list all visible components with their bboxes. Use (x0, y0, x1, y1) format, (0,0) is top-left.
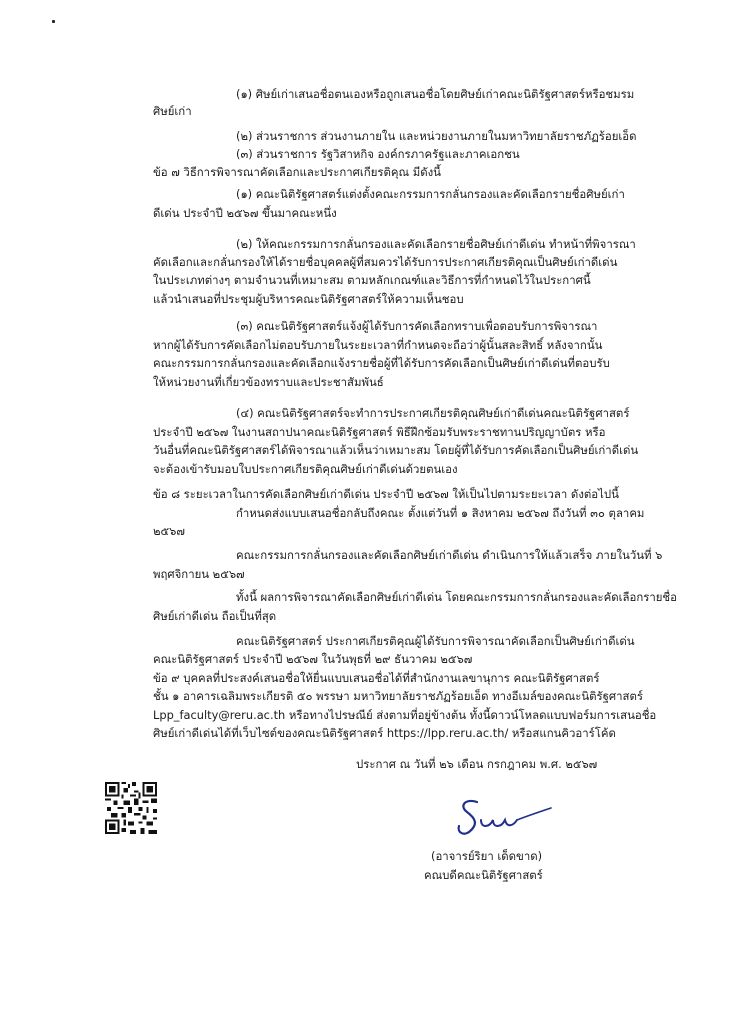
signer-title: คณบดีคณะนิติรัฐศาสตร์ (424, 868, 543, 882)
line-02: ศิษย์เก่า (153, 104, 192, 118)
line-10: ในประเภทต่างๆ ตามจำนวนที่เหมาะสม ตามหลักเกณฑ์และวิธีการที่กำหนดไว้ในประกาศนี้ (153, 273, 591, 287)
line-12: (๓) คณะนิติรัฐศาสตร์แจ้งผู้ได้รับการคัดเลือกทราบเพื่อตอบรับการพิจารณา (236, 319, 598, 333)
line-25: ทั้งนี้ ผลการพิจารณาคัดเลือกศิษย์เก่าดีเด่น โดยคณะกรรมการกลั่นกรองและคัดเลือกรายชื่อ (236, 590, 677, 604)
signature-mark (455, 792, 555, 844)
line-19: จะต้องเข้ารับมอบใบประกาศเกียรติคุณศิษย์เก่าดีเด่นด้วยตนเอง (153, 462, 458, 476)
line-23: คณะกรรมการกลั่นกรองและคัดเลือกศิษย์เก่าดีเด่น ดำเนินการให้แล้วเสร็จ ภายในวันที่ ๖ (236, 548, 663, 562)
line-24: พฤศจิกายน ๒๕๖๗ (153, 567, 245, 581)
line-08: (๒) ให้คณะกรรมการกลั่นกรองและคัดเลือกรายชื่อศิษย์เก่าดีเด่น ทำหน้าที่พิจารณา (236, 237, 636, 251)
line-31: Lpp_faculty@reru.ac.th หรือทางไปรษณีย์ ส่งตามที่อยู่ข้างต้น ทั้งนี้ดาวน์โหลดแบบฟอร์มการเสนอชื่อ (153, 708, 657, 722)
line-07: ดีเด่น ประจำปี ๒๕๖๗ ขึ้นมาคณะหนึ่ง (153, 206, 337, 220)
line-15: ให้หน่วยงานที่เกี่ยวข้องทราบและประชาสัมพันธ์ (153, 375, 384, 389)
line-11: แล้วนำเสนอที่ประชุมผู้บริหารคณะนิติรัฐศาสตร์ให้ความเห็นชอบ (153, 292, 464, 306)
line-14: คณะกรรมการกลั่นกรองและคัดเลือกแจ้งรายชื่อผู้ที่ได้รับการคัดเลือกเป็นศิษย์เก่าดีเด่นที่ตอบรับ (153, 356, 610, 370)
line-18: วันอื่นที่คณะนิติรัฐศาสตร์ได้พิจารณาแล้วเห็นว่าเหมาะสม โดยผู้ที่ได้รับการคัดเลือกเป็นศิษย์เก่าดีเด่น (153, 443, 639, 457)
line-05: ข้อ ๗ วิธีการพิจารณาคัดเลือกและประกาศเกียรติคุณ มีดังนี้ (153, 165, 441, 179)
line-20: ข้อ ๘ ระยะเวลาในการคัดเลือกศิษย์เก่าดีเด่น ประจำปี ๒๕๖๗ ให้เป็นไปตามระยะเวลา ดังต่อไปนี้ (153, 487, 619, 501)
line-28: คณะนิติรัฐศาสตร์ ประจำปี ๒๕๖๗ ในวันพุธที่ ๒๙ ธันวาคม ๒๕๖๗ (153, 652, 473, 666)
line-21: กำหนดส่งแบบเสนอชื่อกลับถึงคณะ ตั้งแต่วันที่ ๑ สิงหาคม ๒๕๖๗ ถึงวันที่ ๓๐ ตุลาคม (236, 506, 645, 520)
announce-date: ประกาศ ณ วันที่ ๒๖ เดือน กรกฎาคม พ.ศ. ๒๕๖๗ (356, 757, 598, 771)
line-13: หากผู้ได้รับการคัดเลือกไม่ตอบรับภายในระยะเวลาที่กำหนดจะถือว่าผู้นั้นสละสิทธิ์ หลังจากนั้น (153, 338, 603, 352)
line-01: (๑) ศิษย์เก่าเสนอชื่อตนเองหรือถูกเสนอชื่อโดยศิษย์เก่าคณะนิติรัฐศาสตร์หรือชมรม (236, 87, 635, 101)
line-04: (๓) ส่วนราชการ รัฐวิสาหกิจ องค์กรภาครัฐและภาคเอกชน (236, 147, 520, 161)
line-26: ศิษย์เก่าดีเด่น ถือเป็นที่สุด (153, 609, 277, 623)
signer-name: (อาจารย์ริยา เด็ดขาด) (431, 849, 543, 863)
line-22: ๒๕๖๗ (153, 524, 185, 538)
line-17: ประจำปี ๒๕๖๗ ในงานสถาปนาคณะนิติรัฐศาสตร์ พิธีฝึกซ้อมรับพระราชทานปริญญาบัตร หรือ (153, 425, 606, 439)
line-09: คัดเลือกและกลั่นกรองให้ได้รายชื่อบุคคลผู้ที่สมควรได้รับการประกาศเกียรติคุณเป็นศิษย์เก่าดีเด่น (153, 255, 618, 269)
line-30: ชั้น ๑ อาคารเฉลิมพระเกียรติ ๕๐ พรรษา มหาวิทยาลัยราชภัฏร้อยเอ็ด ทางอีเมล์ของคณะนิติรัฐศาสตร์ (153, 689, 644, 703)
scan-speck (52, 20, 55, 23)
line-29: ข้อ ๙ บุคคลที่ประสงค์เสนอชื่อให้ยื่นแบบเสนอชื่อได้ที่สำนักงานเลขานุการ คณะนิติรัฐศาสตร์ (153, 671, 600, 685)
qr-code-icon[interactable] (105, 782, 157, 834)
line-03: (๒) ส่วนราชการ ส่วนงานภายใน และหน่วยงานภายในมหาวิทยาลัยราชภัฏร้อยเอ็ด (236, 129, 637, 143)
line-06: (๑) คณะนิติรัฐศาสตร์แต่งตั้งคณะกรรมการกลั่นกรองและคัดเลือกรายชื่อศิษย์เก่า (236, 187, 625, 201)
line-27: คณะนิติรัฐศาสตร์ ประกาศเกียรติคุณผู้ได้รับการพิจารณาคัดเลือกเป็นศิษย์เก่าดีเด่น (236, 634, 635, 648)
line-32: ศิษย์เก่าดีเด่นได้ที่เว็บไซต์ของคณะนิติรัฐศาสตร์ https://lpp.reru.ac.th/ หรือสแกนคิวอาร์โค้ด (153, 726, 616, 740)
line-16: (๔) คณะนิติรัฐศาสตร์จะทำการประกาศเกียรติคุณศิษย์เก่าดีเด่นคณะนิติรัฐศาสตร์ (236, 406, 630, 420)
